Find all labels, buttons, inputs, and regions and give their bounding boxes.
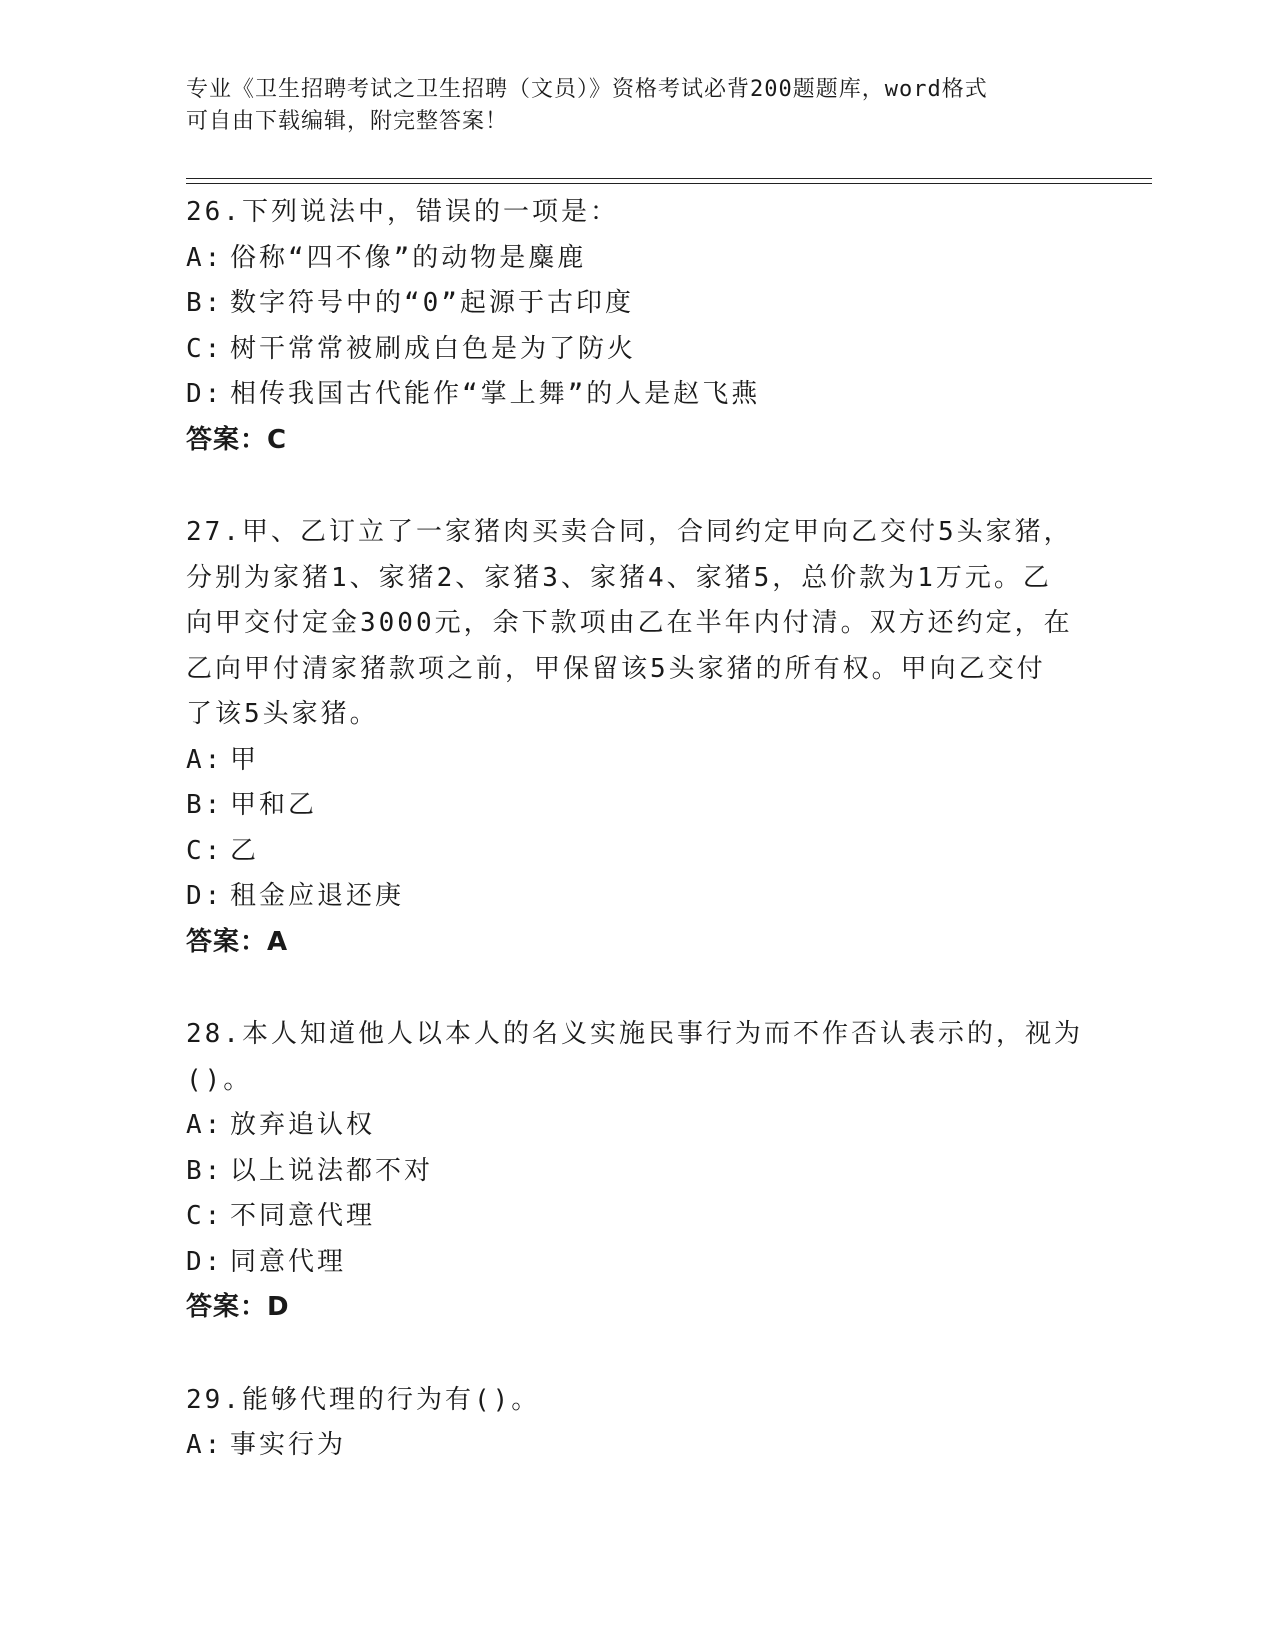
option-letter: D:	[186, 881, 224, 911]
question-29	[186, 1378, 1086, 1469]
option-text: 乙	[230, 835, 260, 866]
option-c	[186, 1194, 1086, 1240]
question-text: 26.下列说法中，错误的一项是：	[186, 197, 619, 227]
header-line-1: 专业《卫生招聘考试之卫生招聘（文员）》资格考试必背200题题库，word格式	[186, 77, 988, 102]
option-text: 同意代理	[230, 1246, 347, 1277]
option-text: 放弃追认权	[230, 1110, 376, 1140]
option-letter: C:	[186, 1201, 224, 1231]
option-letter: A:	[186, 242, 224, 273]
option-text: 以上说法都不对	[230, 1155, 434, 1186]
option-b	[186, 783, 1086, 829]
question-text-line: 27.甲、乙订立了一家猪肉买卖合同，合同约定甲向乙交付5头家猪，	[186, 517, 1073, 547]
option-text: 数字符号中的“0”起源于古印度	[230, 288, 634, 318]
option-letter: D:	[186, 1246, 224, 1277]
option-a	[186, 1423, 1086, 1469]
question-text-line: 28.本人知道他人以本人的名义实施民事行为而不作否认表示的，视为	[186, 1019, 1083, 1049]
document-header	[186, 74, 1086, 138]
question-28	[186, 1012, 1086, 1331]
answer-line: 答案：C	[186, 424, 288, 455]
question-list	[186, 190, 1086, 1516]
option-d	[186, 1240, 1086, 1286]
option-text: 不同意代理	[230, 1201, 376, 1231]
option-c	[186, 327, 1086, 373]
option-letter: A:	[186, 1110, 224, 1140]
question-text: 29.能够代理的行为有()。	[186, 1384, 541, 1415]
question-text-line: 分别为家猪1、家猪2、家猪3、家猪4、家猪5，总价款为1万元。乙	[186, 562, 1052, 593]
question-text-line: 乙向甲付清家猪款项之前，甲保留该5头家猪的所有权。甲向乙交付	[186, 653, 1046, 684]
option-b	[186, 281, 1086, 327]
option-b	[186, 1149, 1086, 1195]
option-letter: B:	[186, 1155, 224, 1186]
header-divider-bottom	[186, 183, 1152, 184]
option-text: 相传我国古代能作“掌上舞”的人是赵飞燕	[230, 379, 761, 409]
option-d	[186, 372, 1086, 418]
option-text: 俗称“四不像”的动物是麋鹿	[230, 242, 587, 273]
option-d	[186, 874, 1086, 920]
answer-line: 答案：A	[186, 926, 289, 957]
question-text-line: 了该5头家猪。	[186, 699, 379, 729]
option-letter: C:	[186, 333, 224, 364]
option-letter: A:	[186, 1430, 224, 1460]
answer-line: 答案：D	[186, 1292, 290, 1322]
option-text: 租金应退还庚	[230, 881, 405, 911]
question-text-line: 向甲交付定金3000元，余下款项由乙在半年内付清。双方还约定，在	[186, 608, 1073, 638]
option-letter: B:	[186, 288, 224, 318]
option-text: 树干常常被刷成白色是为了防火	[230, 333, 637, 364]
option-a	[186, 1103, 1086, 1149]
option-letter: D:	[186, 379, 224, 409]
option-text: 甲	[230, 744, 260, 775]
option-c	[186, 829, 1086, 875]
option-a	[186, 738, 1086, 784]
option-letter: A:	[186, 744, 224, 775]
option-a	[186, 236, 1086, 282]
option-text: 事实行为	[230, 1430, 347, 1460]
option-letter: B:	[186, 790, 224, 820]
question-text-line: ()。	[186, 1064, 253, 1095]
question-27	[186, 510, 1086, 965]
option-letter: C:	[186, 835, 224, 866]
question-26	[186, 190, 1086, 463]
header-line-2: 可自由下载编辑，附完整答案！	[186, 109, 509, 134]
option-text: 甲和乙	[230, 790, 318, 820]
header-divider-top	[186, 178, 1152, 179]
